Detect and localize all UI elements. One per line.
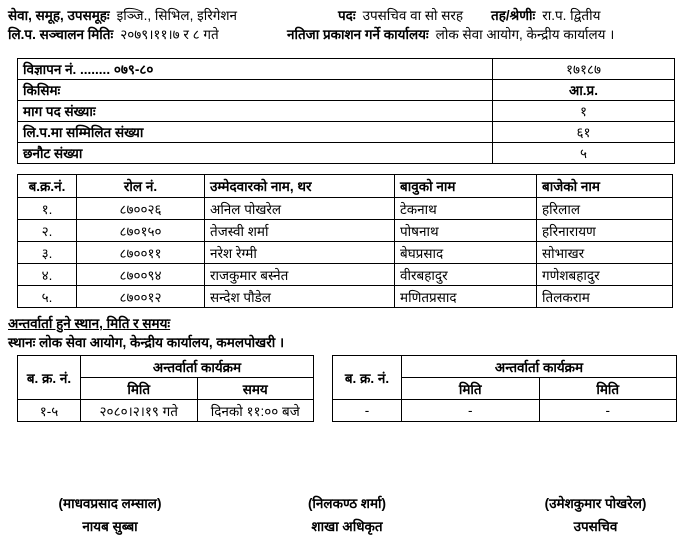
signatory-name: (माधवप्रसाद लम्साल)	[58, 496, 162, 511]
info-row-type	[18, 80, 675, 101]
publishing-office-group	[287, 25, 684, 44]
candidate-row	[18, 286, 673, 308]
time-col-header: समय	[197, 378, 314, 400]
info-label: विज्ञापन नं. ........ ०७९-८०	[18, 59, 493, 80]
signatory-title: उपसचिव	[573, 519, 618, 534]
signature-section	[0, 494, 692, 538]
col-header-roll: रोल नं.	[77, 175, 205, 198]
post-level-group	[338, 6, 684, 25]
service-label: सेवा, समूह, उपसमूहः	[8, 8, 110, 23]
cell-sn-range: १-५	[18, 400, 81, 422]
info-value: १	[493, 101, 675, 122]
cell-father-name: बेघप्रसाद	[395, 242, 537, 264]
header-row-1	[8, 6, 684, 25]
cell-grandfather-name: हरिलाल	[537, 198, 673, 220]
exam-date-label: लि.प. सञ्चालन मितिः	[8, 27, 114, 42]
schedule-data-row	[333, 400, 677, 422]
interview-schedule-table-right	[332, 355, 677, 422]
candidates-table	[17, 174, 673, 308]
post-value: उपसचिव वा सो सरह	[362, 8, 464, 23]
info-row-selected-count	[18, 143, 675, 164]
cell-sn-range: -	[333, 400, 402, 422]
cell-roll: ८७००२६	[77, 198, 205, 220]
program-header: अन्तर्वार्ता कार्यक्रम	[402, 356, 677, 378]
post-label: पदः	[338, 8, 356, 23]
schedule-header-row	[18, 356, 314, 378]
cell-grandfather-name: हरिनारायण	[537, 220, 673, 242]
exam-date-group	[8, 25, 287, 44]
cell-interview-date: २०८०।२।१९ गते	[81, 400, 198, 422]
sn-header: ब. क्र. नं.	[18, 356, 81, 400]
info-value: १७१८७	[493, 59, 675, 80]
cell-serial: ३.	[18, 242, 77, 264]
info-row-advertisement-number	[18, 59, 675, 80]
cell-candidate-name: राजकुमार बस्नेत	[205, 264, 395, 286]
office-label: नतिजा प्रकाशन गर्ने कार्यालयः	[287, 27, 429, 42]
cell-grandfather-name: गणेशबहादुर	[537, 264, 673, 286]
candidate-row	[18, 242, 673, 264]
document-header	[0, 0, 692, 44]
date-col-header: मिति	[81, 378, 198, 400]
program-header: अन्तर्वार्ता कार्यक्रम	[81, 356, 314, 378]
cell-father-name: वीरबहादुर	[395, 264, 537, 286]
cell-candidate-name: सन्देश पौडेल	[205, 286, 395, 308]
level-value: रा.प. द्वितीय	[542, 8, 601, 23]
advertisement-info-table	[17, 58, 675, 164]
signature-block	[25, 494, 195, 537]
cell-serial: ४.	[18, 264, 77, 286]
schedule-header-row	[333, 356, 677, 378]
service-value: इञ्जि., सिभिल, इरिगेशन	[116, 8, 237, 23]
candidates-header-row	[18, 175, 673, 198]
info-label: लि.प.मा सम्मिलित संख्या	[18, 122, 493, 143]
cell-father-name: टेकनाथ	[395, 198, 537, 220]
signatory-name: (निलकण्ठ शर्मा)	[307, 496, 387, 511]
info-row-vacancies	[18, 101, 675, 122]
info-value: ५	[493, 143, 675, 164]
cell-interview-time: दिनको ११:०० बजे	[197, 400, 314, 422]
cell-roll: ८७०१५०	[77, 220, 205, 242]
candidate-row	[18, 220, 673, 242]
header-row-2	[8, 25, 684, 44]
interview-schedule-tables	[17, 355, 692, 422]
interview-schedule-table-left	[17, 355, 314, 422]
level-label: तह/श्रेणीः	[491, 8, 536, 23]
signatory-name: (उमेशकुमार पोखरेल)	[544, 496, 647, 511]
interview-section-title: अन्तर्वार्ता हुने स्थान, मिति र समयः	[8, 316, 171, 331]
info-value: आ.प्र.	[493, 80, 675, 101]
exam-date-value: २०७९।११।७ र ८ गते	[120, 27, 219, 42]
cell-candidate-name: अनिल पोखरेल	[205, 198, 395, 220]
cell-father-name: मणितप्रसाद	[395, 286, 537, 308]
cell-grandfather-name: तिलकराम	[537, 286, 673, 308]
cell-interview-date: -	[402, 400, 540, 422]
office-value: लोक सेवा आयोग, केन्द्रीय कार्यालय ।	[435, 27, 615, 42]
cell-candidate-name: नरेश रेग्मी	[205, 242, 395, 264]
info-row-participants	[18, 122, 675, 143]
col-header-serial: ब.क्र.नं.	[18, 175, 77, 198]
info-label: माग पद संख्याः	[18, 101, 493, 122]
schedule-data-row	[18, 400, 314, 422]
date-col-header-2: मिति	[539, 378, 677, 400]
cell-serial: २.	[18, 220, 77, 242]
sn-header: ब. क्र. नं.	[333, 356, 402, 400]
candidate-row	[18, 264, 673, 286]
cell-interview-time: -	[539, 400, 677, 422]
date-col-header: मिति	[402, 378, 540, 400]
interview-location: स्थानः लोक सेवा आयोग, केन्द्रीय कार्यालय, कमलपोखरी ।	[8, 335, 285, 350]
cell-father-name: पोषनाथ	[395, 220, 537, 242]
col-header-grandfather-name: बाजेको नाम	[537, 175, 673, 198]
info-value: ६१	[493, 122, 675, 143]
cell-serial: ५.	[18, 286, 77, 308]
cell-candidate-name: तेजस्वी शर्मा	[205, 220, 395, 242]
info-label: किसिमः	[18, 80, 493, 101]
signature-block	[503, 494, 688, 537]
signatory-title: शाखा अधिकृत	[311, 519, 383, 534]
cell-roll: ८७००९४	[77, 264, 205, 286]
cell-roll: ८७००११	[77, 242, 205, 264]
candidate-row	[18, 198, 673, 220]
signature-block	[258, 494, 436, 537]
cell-grandfather-name: सोभाखर	[537, 242, 673, 264]
cell-serial: १.	[18, 198, 77, 220]
cell-roll: ८७००१२	[77, 286, 205, 308]
col-header-father-name: बावुको नाम	[395, 175, 537, 198]
info-label: छनौट संख्या	[18, 143, 493, 164]
col-header-candidate-name: उम्मेदवारको नाम, थर	[205, 175, 395, 198]
signatory-title: नायब सुब्बा	[82, 519, 138, 534]
service-group	[8, 6, 338, 25]
